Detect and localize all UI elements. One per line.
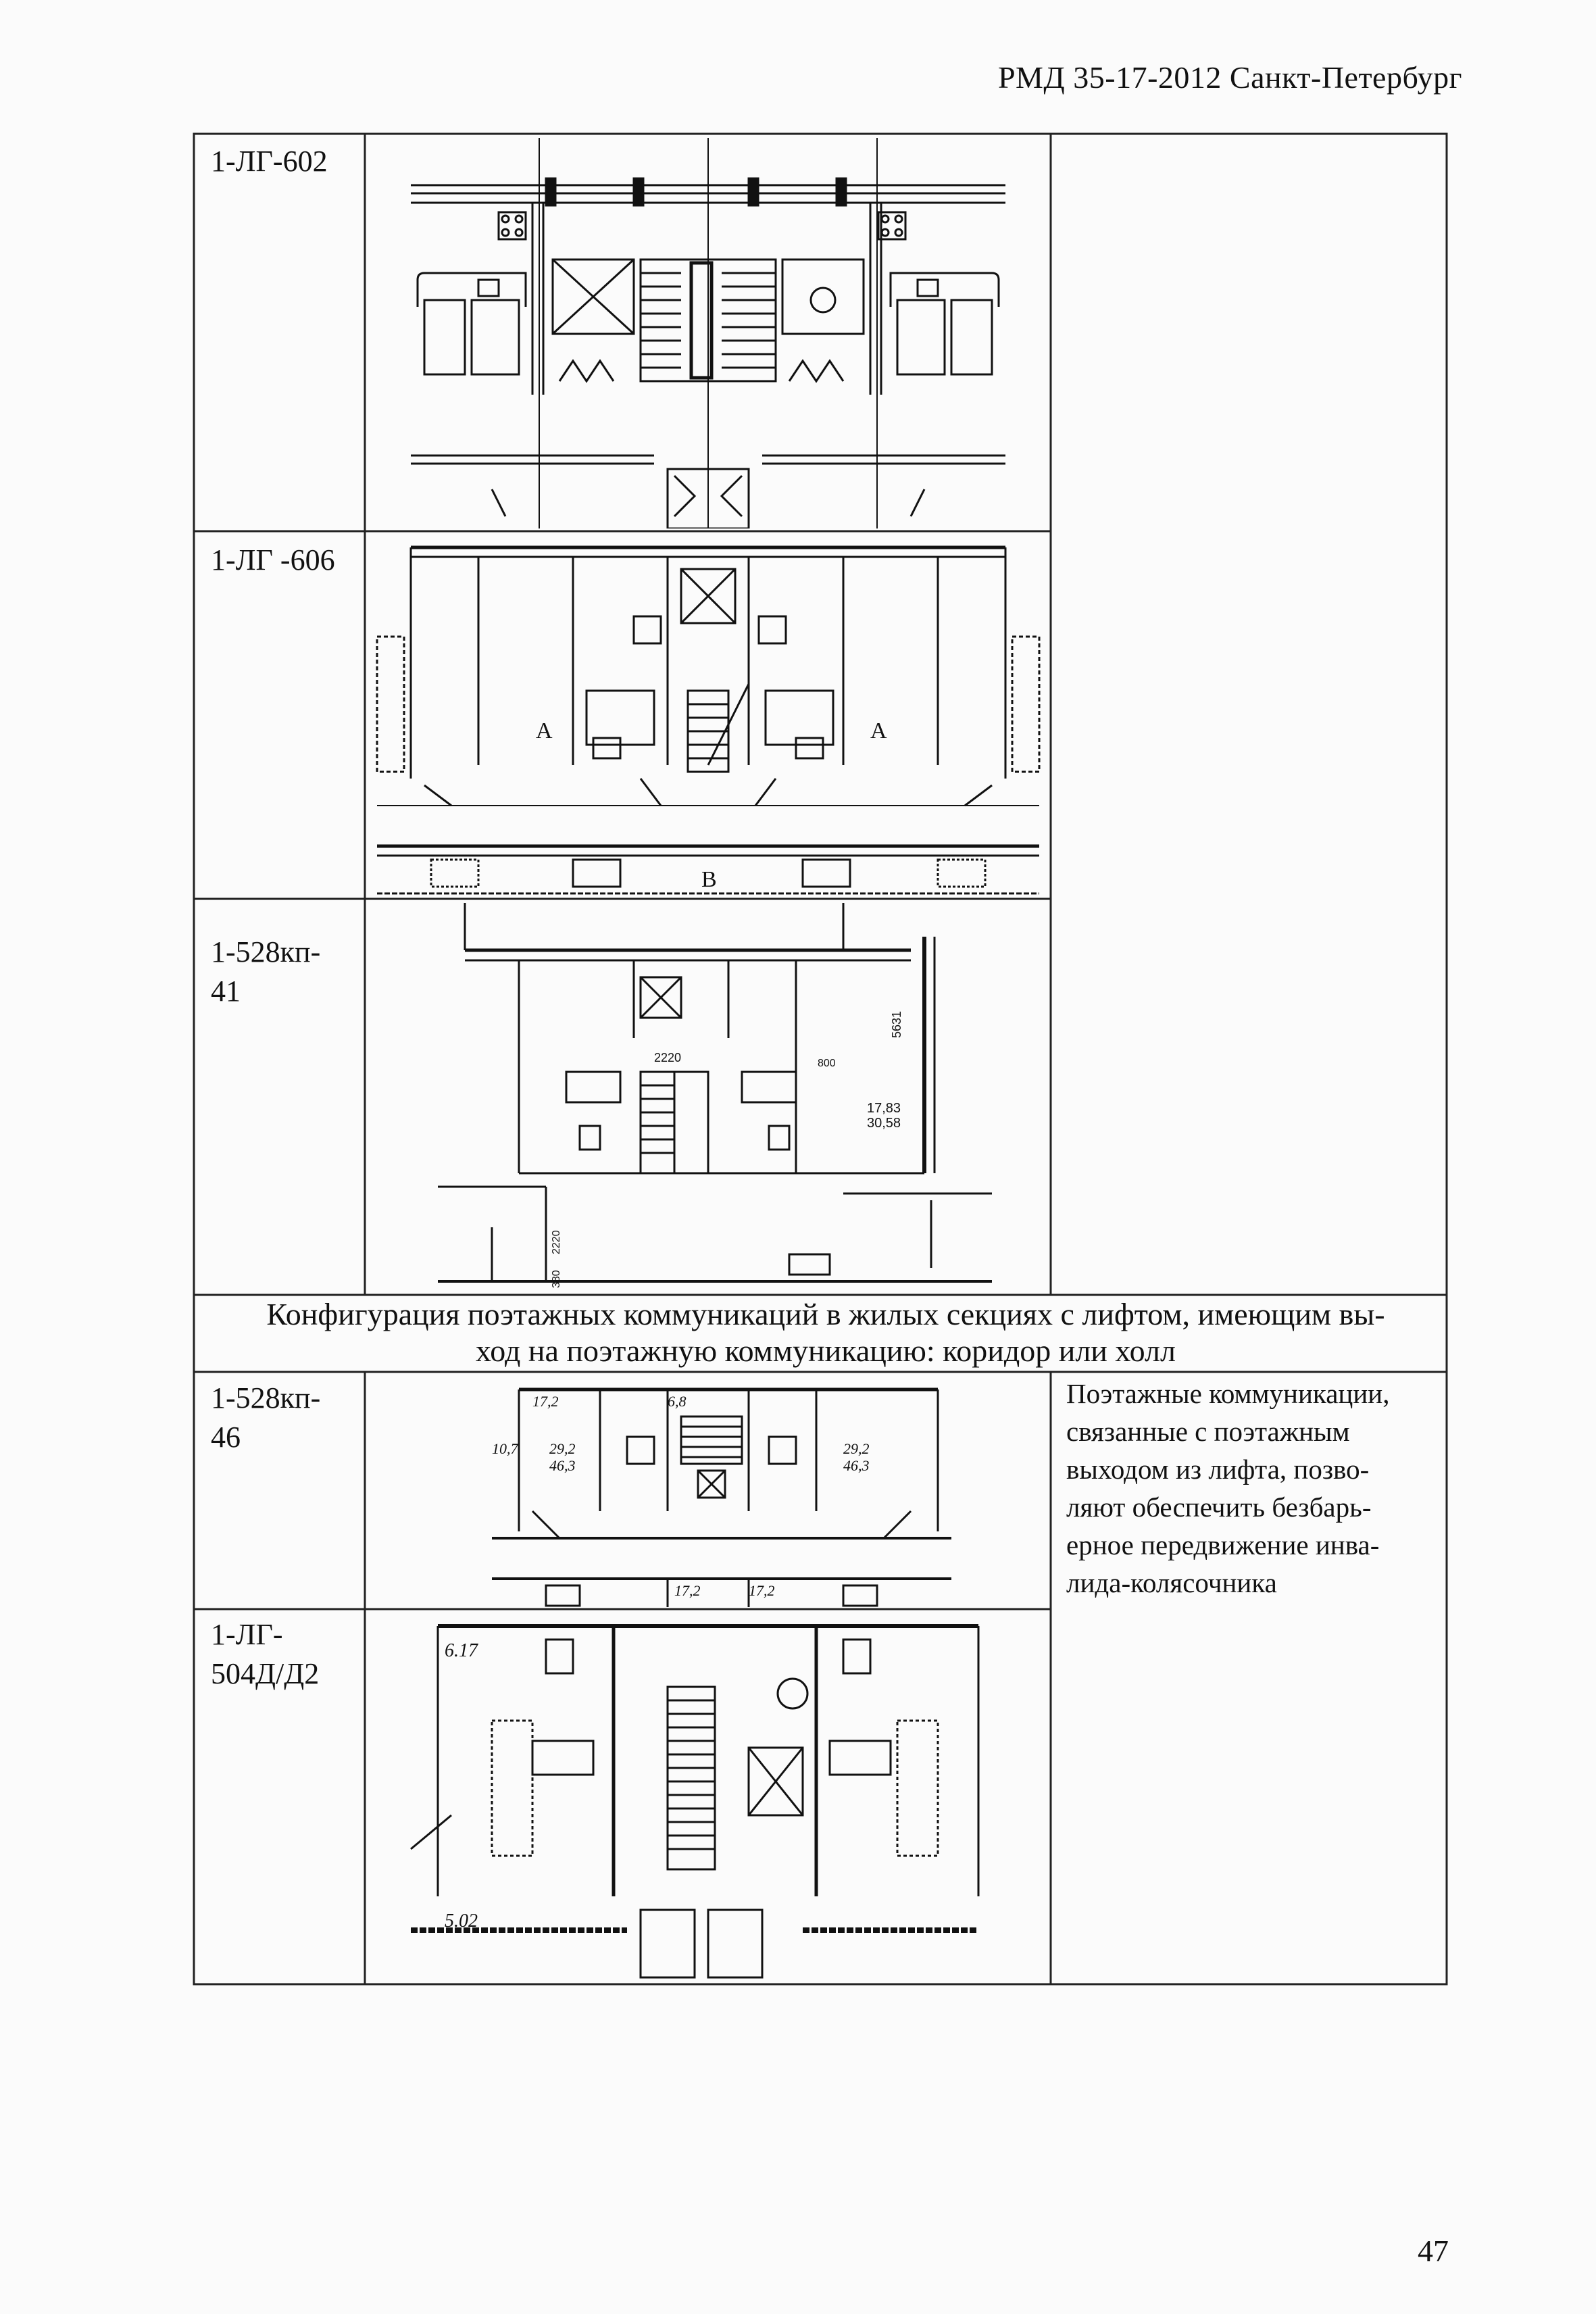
row-1-series-line1: 1-ЛГ-602 bbox=[211, 145, 328, 178]
label-area-5-02: 5.02 bbox=[445, 1911, 478, 1931]
floor-plan-1lg606 bbox=[370, 535, 1046, 896]
floor-plan-1lg602 bbox=[370, 138, 1046, 528]
row-4-series-line2: 46 bbox=[211, 1421, 241, 1454]
label-area-46-3-right: 46,3 bbox=[843, 1457, 870, 1474]
row-1-series bbox=[211, 142, 328, 181]
label-area-10-7: 10,7 bbox=[492, 1440, 518, 1457]
note-line-3: выходом из лифта, позво- bbox=[1066, 1454, 1370, 1485]
note-line-4: ляют обеспечить безбарь- bbox=[1066, 1492, 1372, 1523]
label-area-29-2-right: 29,2 bbox=[843, 1440, 870, 1457]
row-2-series bbox=[211, 541, 335, 580]
row-5-series-line1: 1-ЛГ- bbox=[211, 1618, 283, 1651]
note-line-5: ерное передвижение инва- bbox=[1066, 1529, 1380, 1560]
label-area-17-2-bottom-right: 17,2 bbox=[749, 1582, 775, 1599]
row-4-series-line1: 1-528кп- bbox=[211, 1381, 321, 1414]
document-header: РМД 35-17-2012 Санкт-Петербург bbox=[997, 60, 1462, 95]
label-area-17-2-left: 17,2 bbox=[532, 1393, 559, 1410]
label-area-29-2-left: 29,2 bbox=[549, 1440, 576, 1457]
note-text bbox=[1066, 1375, 1445, 1602]
label-dim-800: 800 bbox=[818, 1058, 836, 1069]
note-line-6: лида-колясочника bbox=[1066, 1567, 1277, 1598]
label-area-2: 30,58 bbox=[867, 1116, 901, 1131]
label-room-a-left: А bbox=[536, 718, 553, 743]
row-3-series-line2: 41 bbox=[211, 975, 241, 1008]
floor-plan-1528kp41 bbox=[370, 903, 1046, 1292]
label-room-b: В bbox=[701, 867, 717, 892]
label-area-1: 17,83 bbox=[867, 1101, 901, 1116]
section-heading-line2: ход на поэтажную коммуникацию: коридор или холл bbox=[476, 1333, 1176, 1368]
page-number: 47 bbox=[1418, 2234, 1449, 2268]
floor-plan-1lg504d bbox=[370, 1613, 1046, 1981]
row-4-series bbox=[211, 1379, 320, 1457]
label-dim-2220: 2220 bbox=[654, 1051, 682, 1064]
label-area-46-3-left: 46,3 bbox=[549, 1457, 576, 1474]
section-heading bbox=[211, 1296, 1441, 1369]
label-dim-5631: 5631 bbox=[890, 1010, 903, 1038]
note-line-1: Поэтажные коммуникации, bbox=[1066, 1378, 1390, 1409]
label-area-6-17: 6.17 bbox=[445, 1640, 478, 1661]
label-room-a-right: А bbox=[870, 718, 887, 743]
label-dim-380: 380 bbox=[551, 1270, 562, 1288]
floor-plan-1528kp46 bbox=[370, 1376, 1046, 1607]
label-area-6-8: 6,8 bbox=[668, 1393, 687, 1410]
row-3-series-line1: 1-528кп- bbox=[211, 935, 321, 968]
row-5-series-line2: 504Д/Д2 bbox=[211, 1657, 320, 1690]
label-area-17-2-bottom-left: 17,2 bbox=[674, 1582, 701, 1599]
row-3-series bbox=[211, 933, 320, 1011]
section-heading-line1: Конфигурация поэтажных коммуникаций в жилых секциях с лифтом, имеющим вы- bbox=[266, 1297, 1385, 1331]
row-5-series bbox=[211, 1615, 319, 1694]
row-2-series-line1: 1-ЛГ -606 bbox=[211, 543, 335, 576]
note-line-2: связанные с поэтажным bbox=[1066, 1416, 1350, 1447]
label-dim-2220-vertical: 2220 bbox=[551, 1230, 562, 1254]
